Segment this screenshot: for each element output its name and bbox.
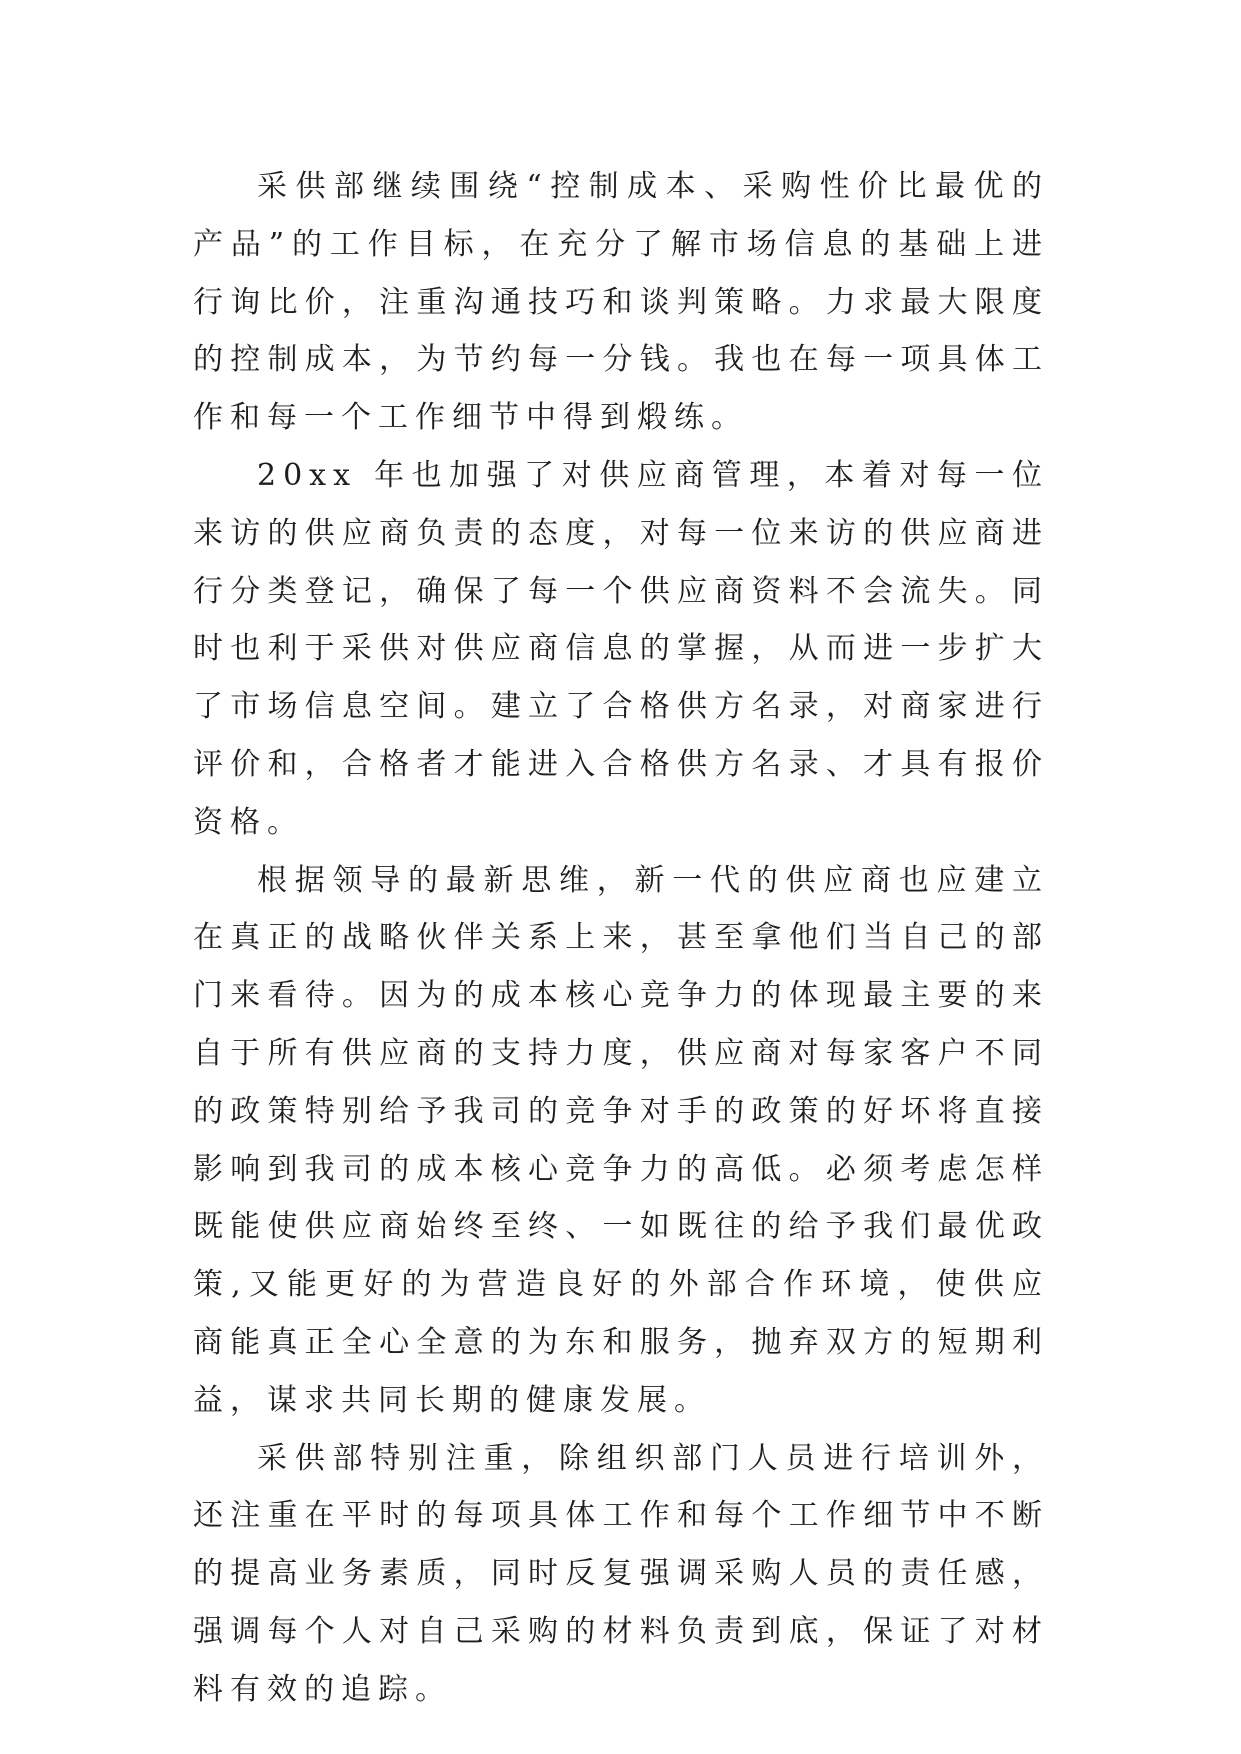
document-body bbox=[193, 158, 1049, 1719]
paragraph-strategic-partnership: 根据领导的最新思维，新一代的供应商也应建立在真正的战略伙伴关系上来，甚至拿他们当自己的部门来看待。因为的成本核心竞争力的体现最主要的来自于所有供应商的支持力度，供应商对每家客户不同的政策特别给予我司的竞争对手的政策的好坏将直接影响到我司的成本核心竞争力的高低。必须考虑怎样既能使供应商始终至终、一如既往的给予我们最优政策,又能更好的为营造良好的外部合作环境，使供应商能真正全心全意的为东和服务，抛弃双方的短期利益，谋求共同长期的健康发展。 bbox=[193, 862, 1049, 1418]
paragraph-staff-training: 采供部特别注重，除组织部门人员进行培训外，还注重在平时的每项具体工作和每个工作细节中不断的提高业务素质，同时反复强调采购人员的责任感，强调每个人对自己采购的材料负责到底，保证了对材料有效的追踪。 bbox=[193, 1440, 1049, 1707]
paragraph-supplier-management: 20xx 年也加强了对供应商管理，本着对每一位来访的供应商负责的态度，对每一位来访的供应商进行分类登记，确保了每一个供应商资料不会流失。同时也利于采供对供应商信息的掌握，从而进一步扩大了市场信息空间。建立了合格供方名录，对商家进行评价和，合格者才能进入合格供方名录、才具有报价资格。 bbox=[193, 457, 1049, 840]
paragraph-cost-control: 采供部继续围绕“控制成本、采购性价比最优的产品”的工作目标，在充分了解市场信息的基础上进行询比价，注重沟通技巧和谈判策略。力求最大限度的控制成本，为节约每一分钱。我也在每一项具体工作和每一个工作细节中得到煅练。 bbox=[193, 169, 1049, 436]
